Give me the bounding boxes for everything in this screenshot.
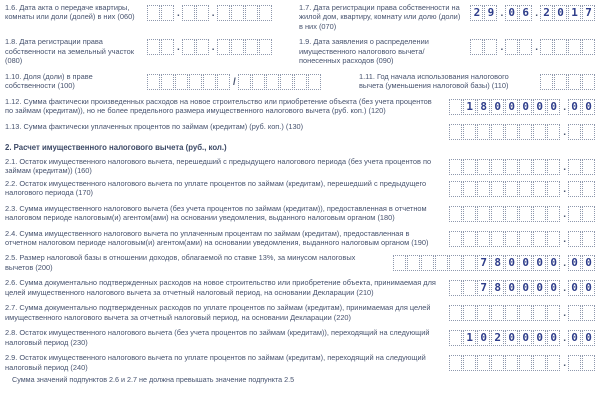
box-cell[interactable]: [568, 39, 581, 55]
box-cell[interactable]: 9: [484, 5, 497, 21]
box-cell[interactable]: 0: [547, 280, 560, 296]
box-cell[interactable]: [533, 181, 546, 197]
box-cell[interactable]: [217, 74, 230, 90]
box-cell[interactable]: [505, 39, 518, 55]
box-cell[interactable]: 2: [540, 5, 553, 21]
box-cell[interactable]: [421, 255, 434, 271]
box-cell[interactable]: [196, 39, 209, 55]
box-cell[interactable]: [519, 305, 532, 321]
box-cell[interactable]: [491, 159, 504, 175]
box-cell[interactable]: [547, 124, 560, 140]
box-separator: .: [563, 233, 566, 245]
box-cell[interactable]: [259, 39, 272, 55]
box-cell[interactable]: [182, 39, 195, 55]
box-cell[interactable]: [477, 305, 490, 321]
box-cell[interactable]: [554, 39, 567, 55]
form-row-240: [5, 353, 596, 372]
confirmed-interest-label: 2.7. Сумма документально подтвержденных расходов по уплате процентов по займам (кредитам), принимаемая для целей имущественного налогового вычета за отчетный налоговый период, на основании Декларации (220): [5, 303, 431, 322]
box-cell[interactable]: [266, 74, 279, 90]
box-cell[interactable]: [505, 124, 518, 140]
box-separator: .: [563, 258, 566, 270]
box-separator: .: [563, 101, 566, 113]
box-cell[interactable]: [449, 255, 462, 271]
form-row-200: [5, 253, 596, 272]
form-row-130: [5, 122, 596, 140]
validation-note: Сумма значений подпунктов 2.6 и 2.7 не должна превышать значение подпункта 2.5: [12, 375, 295, 385]
box-cell[interactable]: 0: [547, 99, 560, 115]
box-cell[interactable]: 0: [505, 255, 518, 271]
box-separator: .: [211, 42, 215, 54]
box-cell[interactable]: [505, 159, 518, 175]
box-cell[interactable]: [449, 330, 462, 346]
box-cell[interactable]: [147, 39, 160, 55]
deduction-distribution-date-label: 1.9. Дата заявления о распределении имущественного налогового вычета/ понесенных расходов (090): [299, 37, 429, 66]
box-cell[interactable]: [463, 355, 476, 371]
box-cell[interactable]: [491, 305, 504, 321]
confirmed-expenses-label: 2.6. Сумма документально подтвержденных расходов на новое строительство или приобретение объекта, принимаемая для целей имущественного налогового вычета за отчетный налоговый период, на основании Декларации (210): [5, 278, 436, 297]
prev-period-interest-remainder-boxes[interactable]: [449, 179, 596, 197]
land-registration-date-boxes[interactable]: [147, 37, 299, 55]
box-cell[interactable]: 0: [505, 5, 518, 21]
box-cell[interactable]: [533, 159, 546, 175]
box-cell[interactable]: [477, 159, 490, 175]
form-row-220: [5, 303, 596, 322]
section2-title: 2. Расчет имущественного налогового вычета (руб., кол.): [5, 142, 227, 152]
box-cell[interactable]: [554, 74, 567, 90]
box-cell[interactable]: 0: [582, 99, 595, 115]
box-cell[interactable]: [259, 5, 272, 21]
box-cell[interactable]: [463, 181, 476, 197]
form-row-160: [5, 157, 596, 176]
box-separator: .: [535, 42, 538, 54]
box-cell[interactable]: [147, 74, 160, 90]
box-cell[interactable]: [519, 159, 532, 175]
box-cell[interactable]: [547, 159, 560, 175]
box-cell[interactable]: 6: [519, 5, 532, 21]
box-cell[interactable]: [477, 231, 490, 247]
box-cell[interactable]: [505, 206, 518, 222]
box-cell[interactable]: [407, 255, 420, 271]
box-cell[interactable]: [463, 124, 476, 140]
box-cell[interactable]: [582, 39, 595, 55]
deduction-start-year-label: 1.11. Год начала использования налогового вычета (уменьшения налоговой базы) (110): [359, 71, 509, 91]
box-cell[interactable]: 0: [491, 99, 504, 115]
box-cell[interactable]: [393, 255, 406, 271]
next-period-interest-remainder-boxes[interactable]: [449, 353, 596, 371]
transfer-act-date-boxes[interactable]: [147, 3, 299, 21]
box-cell[interactable]: 0: [568, 255, 581, 271]
box-cell[interactable]: [505, 355, 518, 371]
box-cell[interactable]: [449, 231, 462, 247]
box-cell[interactable]: [470, 39, 483, 55]
box-cell[interactable]: [238, 74, 251, 90]
box-cell[interactable]: [231, 5, 244, 21]
box-cell[interactable]: 0: [533, 330, 546, 346]
box-cell[interactable]: [519, 181, 532, 197]
box-cell[interactable]: [161, 5, 174, 21]
box-cell[interactable]: [217, 39, 230, 55]
box-cell[interactable]: [449, 181, 462, 197]
box-separator: .: [563, 358, 566, 370]
box-cell[interactable]: [449, 280, 462, 296]
form-row-dates-1: [5, 3, 596, 31]
box-cell[interactable]: [568, 74, 581, 90]
box-cell[interactable]: 0: [568, 99, 581, 115]
prev-period-interest-remainder-label: 2.2. Остаток имущественного налогового вычета по уплате процентов по займам (кредитам), перешедший с предыдущего налогового периода (170): [5, 178, 427, 198]
box-separator: .: [563, 161, 566, 173]
box-cell[interactable]: [477, 124, 490, 140]
box-separator: .: [177, 8, 180, 19]
box-cell[interactable]: [477, 206, 490, 222]
box-separator: .: [563, 333, 566, 345]
box-cell[interactable]: 8: [491, 280, 504, 296]
agent-interest-deduction-label: 2.4. Сумма имущественного налогового вычета по уплаченным процентам по займам (кредитам), предоставленная в отчетном налоговом периоде налоговым(и) агентом(ами) на основании уведомления, выданного налоговым органом (190): [5, 228, 429, 247]
box-cell[interactable]: [491, 181, 504, 197]
box-cell[interactable]: [568, 159, 581, 175]
box-cell[interactable]: [231, 39, 244, 55]
box-cell[interactable]: [463, 231, 476, 247]
box-cell[interactable]: [491, 206, 504, 222]
box-cell[interactable]: 2: [470, 5, 483, 21]
box-cell[interactable]: [449, 124, 462, 140]
box-cell[interactable]: [463, 255, 476, 271]
box-cell[interactable]: 0: [505, 99, 518, 115]
box-separator: .: [563, 208, 566, 220]
ownership-share-boxes[interactable]: [147, 72, 359, 90]
box-cell[interactable]: 0: [505, 280, 518, 296]
transfer-act-date-label: 1.6. Дата акта о передаче квартиры, комнаты или доли (долей) в них (060): [5, 3, 135, 22]
box-cell[interactable]: 7: [477, 255, 490, 271]
box-separator: .: [211, 8, 215, 19]
box-cell[interactable]: [519, 355, 532, 371]
box-cell[interactable]: 7: [477, 280, 490, 296]
box-separator: .: [500, 8, 504, 19]
box-cell[interactable]: [449, 159, 462, 175]
box-cell[interactable]: [533, 124, 546, 140]
box-cell[interactable]: 0: [582, 255, 595, 271]
box-cell[interactable]: [547, 355, 560, 371]
form-row-dates-2: [5, 37, 596, 65]
box-cell[interactable]: [449, 305, 462, 321]
box-cell[interactable]: [568, 124, 581, 140]
box-cell[interactable]: [533, 305, 546, 321]
box-cell[interactable]: [435, 255, 448, 271]
box-cell[interactable]: [547, 305, 560, 321]
box-cell[interactable]: [491, 231, 504, 247]
box-separator: .: [500, 42, 504, 54]
box-cell[interactable]: [477, 181, 490, 197]
box-separator: .: [535, 8, 538, 19]
box-cell[interactable]: [582, 159, 595, 175]
form-row-180: [5, 204, 596, 223]
box-cell[interactable]: [245, 39, 258, 55]
box-cell[interactable]: [582, 181, 595, 197]
ownership-registration-date-boxes[interactable]: [470, 3, 596, 21]
box-cell[interactable]: [568, 305, 581, 321]
box-cell[interactable]: [519, 39, 532, 55]
form-row-230: [5, 328, 596, 347]
box-cell[interactable]: [582, 355, 595, 371]
box-cell[interactable]: [449, 355, 462, 371]
box-cell[interactable]: 0: [568, 280, 581, 296]
next-period-interest-remainder-label: 2.9. Остаток имущественного налогового вычета по уплате процентов по займам (кредитам), переходящий на следующий налоговый период (240): [5, 353, 426, 372]
box-separator: .: [563, 283, 566, 295]
interest-paid-label: 1.13. Сумма фактически уплаченных процентов по займам (кредитам) (руб. коп.) (130): [5, 121, 304, 131]
box-cell[interactable]: [463, 206, 476, 222]
ownership-registration-date-label: 1.7. Дата регистрации права собственности на жилой дом, квартиру, комнату или долю (доли) в них (070): [299, 3, 461, 31]
box-cell[interactable]: [582, 124, 595, 140]
box-cell[interactable]: [196, 5, 209, 21]
confirmed-expenses-boxes[interactable]: [449, 278, 596, 296]
expenses-amount-label: 1.12. Сумма фактически произведенных расходов на новое строительство или приобретение объекта (без учета процентов по займам (кредитам)), но не более предельного размера имущественного налогового вычета (руб. коп.) (120): [5, 96, 432, 116]
box-cell[interactable]: [519, 206, 532, 222]
box-cell[interactable]: [568, 231, 581, 247]
box-cell[interactable]: 0: [582, 330, 595, 346]
agent-interest-deduction-boxes[interactable]: [449, 229, 596, 247]
box-cell[interactable]: [547, 181, 560, 197]
box-cell[interactable]: [463, 305, 476, 321]
form-row-210: [5, 278, 596, 297]
land-registration-date-label: 1.8. Дата регистрации права собственности на земельный участок (080): [5, 37, 134, 66]
box-cell[interactable]: [449, 99, 462, 115]
agent-deduction-boxes[interactable]: [449, 204, 596, 222]
box-cell[interactable]: 0: [477, 330, 490, 346]
box-cell[interactable]: [484, 39, 497, 55]
box-separator: .: [563, 308, 566, 320]
box-cell[interactable]: [533, 355, 546, 371]
box-cell[interactable]: [463, 280, 476, 296]
box-cell[interactable]: [568, 181, 581, 197]
form-row-170: [5, 179, 596, 198]
box-cell[interactable]: [252, 74, 265, 90]
box-cell[interactable]: 0: [505, 330, 518, 346]
box-cell[interactable]: [505, 181, 518, 197]
box-cell[interactable]: [147, 5, 160, 21]
box-cell[interactable]: [582, 231, 595, 247]
box-cell[interactable]: 8: [477, 99, 490, 115]
box-cell[interactable]: [463, 159, 476, 175]
box-cell[interactable]: [161, 39, 174, 55]
tax-base-boxes[interactable]: [393, 253, 596, 271]
form-row-120: [5, 97, 596, 116]
tax-base-label: 2.5. Размер налоговой базы в отношении доходов, облагаемой по ставке 13%, за минусом налоговых вычетов (200): [5, 253, 356, 272]
box-separator: .: [563, 183, 566, 195]
next-period-remainder-boxes[interactable]: [449, 328, 596, 346]
prev-period-remainder-label: 2.1. Остаток имущественного налогового вычета, перешедший с предыдущего налогового периода (без учета процентов по займам (кредитам)) (160): [5, 156, 432, 176]
box-cell[interactable]: [280, 74, 293, 90]
box-cell[interactable]: 0: [547, 255, 560, 271]
box-cell[interactable]: 0: [533, 255, 546, 271]
next-period-remainder-label: 2.8. Остаток имущественного налогового вычета (без учета процентов по займам (кредитам)), переходящий на следующий налоговый период (230): [5, 328, 430, 347]
box-separator: .: [177, 42, 180, 54]
box-cell[interactable]: [161, 74, 174, 90]
box-cell[interactable]: 0: [554, 5, 567, 21]
box-cell[interactable]: 1: [463, 99, 476, 115]
box-cell[interactable]: [519, 124, 532, 140]
prev-period-remainder-boxes[interactable]: [449, 157, 596, 175]
box-cell[interactable]: [568, 206, 581, 222]
box-cell[interactable]: 2: [491, 330, 504, 346]
box-cell[interactable]: [582, 74, 595, 90]
box-cell[interactable]: [217, 5, 230, 21]
box-cell[interactable]: [505, 305, 518, 321]
box-cell[interactable]: [533, 206, 546, 222]
form-row-190: [5, 229, 596, 248]
box-cell[interactable]: [189, 74, 202, 90]
box-cell[interactable]: [182, 5, 195, 21]
box-cell[interactable]: [294, 74, 307, 90]
box-cell[interactable]: [491, 355, 504, 371]
ownership-share-label: 1.10. Доля (доли) в праве собственности (100): [5, 71, 93, 91]
box-cell[interactable]: 0: [519, 255, 532, 271]
box-cell[interactable]: 1: [463, 330, 476, 346]
box-cell[interactable]: 1: [568, 5, 581, 21]
box-cell[interactable]: 0: [519, 99, 532, 115]
box-cell[interactable]: [533, 231, 546, 247]
box-cell[interactable]: [547, 206, 560, 222]
box-cell[interactable]: 0: [568, 330, 581, 346]
box-separator: /: [233, 76, 236, 88]
box-cell[interactable]: 0: [582, 280, 595, 296]
box-cell[interactable]: [477, 355, 490, 371]
box-cell[interactable]: 8: [491, 255, 504, 271]
deduction-distribution-date-boxes[interactable]: [470, 37, 596, 55]
box-cell[interactable]: [449, 206, 462, 222]
expenses-amount-boxes[interactable]: [449, 97, 596, 115]
box-cell[interactable]: [547, 231, 560, 247]
box-cell[interactable]: [308, 74, 321, 90]
box-cell[interactable]: [582, 206, 595, 222]
box-separator: .: [563, 126, 566, 138]
box-cell[interactable]: 0: [533, 99, 546, 115]
agent-deduction-label: 2.3. Сумма имущественного налогового вычета (без учета процентов по займам (кредитам)), предоставленная в отчетном налоговом периоде налоговым(и) агентом(ами) на основании уведомления, выданного налоговым органом (180): [5, 203, 427, 223]
interest-paid-boxes[interactable]: [449, 122, 596, 140]
box-cell[interactable]: [519, 231, 532, 247]
box-cell[interactable]: [540, 74, 553, 90]
box-cell[interactable]: 0: [547, 330, 560, 346]
box-cell[interactable]: [245, 5, 258, 21]
box-cell[interactable]: 7: [582, 5, 595, 21]
box-cell[interactable]: [540, 39, 553, 55]
box-cell[interactable]: [568, 355, 581, 371]
deduction-start-year-boxes[interactable]: [540, 72, 596, 90]
box-cell[interactable]: 0: [519, 330, 532, 346]
box-cell[interactable]: 0: [533, 280, 546, 296]
box-cell[interactable]: [491, 124, 504, 140]
box-cell[interactable]: [203, 74, 216, 90]
box-cell[interactable]: [175, 74, 188, 90]
box-cell[interactable]: 0: [519, 280, 532, 296]
box-cell[interactable]: [582, 305, 595, 321]
form-row-share-year: [5, 72, 596, 91]
confirmed-interest-boxes[interactable]: [449, 303, 596, 321]
box-cell[interactable]: [505, 231, 518, 247]
